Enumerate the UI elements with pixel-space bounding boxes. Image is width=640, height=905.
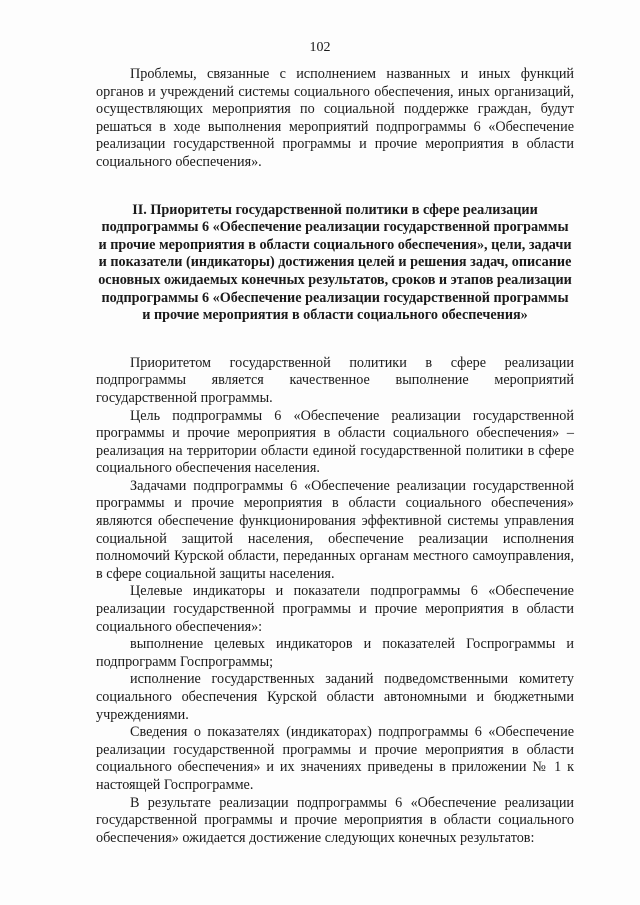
intro-paragraph: Проблемы, связанные с исполнением названных и иных функций органов и учреждений системы социального обеспечения, иных организаций, осуществляющих мероприятия по социальной поддержке граждан, будут решаться в ходе выполнения мероприятий подпрограммы 6 «Обеспечение реализации государственной программы и прочие мероприятия в области социального обеспечения». xyxy=(96,66,574,170)
paragraph-tasks: Задачами подпрограммы 6 «Обеспечение реализации государственной программы и прочие мероприятия в области социального обеспечения» являются обеспечение функционирования эффективной системы управления социальной защитой населения, обеспечение реализации исполнения полномочий Курской области, переданных органам местного самоуправления, в сфере социальной защиты населения. xyxy=(96,477,574,582)
paragraph-priority: Приоритетом государственной политики в сфере реализации подпрограммы является качественное выполнение мероприятий государственной программы. xyxy=(96,354,574,406)
paragraph-indicator-info: Сведения о показателях (индикаторах) подпрограммы 6 «Обеспечение реализации государственной программы и прочие мероприятия в области социального обеспечения» и их значениях приведены в приложении № 1 к настоящей Госпрограмме. xyxy=(96,724,574,793)
page-number: 102 xyxy=(309,40,331,55)
paragraph-goal: Цель подпрограммы 6 «Обеспечение реализации государственной программы и прочие мероприятия в области социального обеспечения» – реализация на территории области единой государственной политики в сфере социального обеспечения населения. xyxy=(96,407,574,477)
paragraph-results: В результате реализации подпрограммы 6 «Обеспечение реализации государственной программы и прочие мероприятия в области социального обеспечения» ожидается достижение следующих конечных результатов: xyxy=(96,794,574,846)
paragraph-indicator-2: исполнение государственных заданий подведомственными комитету социального обеспечения Курской области автономными и бюджетными учреждениями. xyxy=(96,671,574,723)
paragraph-indicator-1: выполнение целевых индикаторов и показателей Госпрограммы и подпрограмм Госпрограммы; xyxy=(96,636,574,670)
section-heading: II. Приоритеты государственной политики в сфере реализации подпрограммы 6 «Обеспечение реализации государственной программы и прочие мероприятия в области социального обеспечения», цели, задачи и показатели (индикаторы) достижения целей и решения задач, описание основных ожидаемых конечных результатов, сроков и этапов реализации подпрограммы 6 «Обеспечение реализации государственной программы и прочие мероприятия в области социального обеспечения» xyxy=(98,201,572,324)
paragraph-indicators: Целевые индикаторы и показатели подпрограммы 6 «Обеспечение реализации государственной программы и прочие мероприятия в области социального обеспечения»: xyxy=(96,583,574,635)
document-body xyxy=(96,66,574,847)
